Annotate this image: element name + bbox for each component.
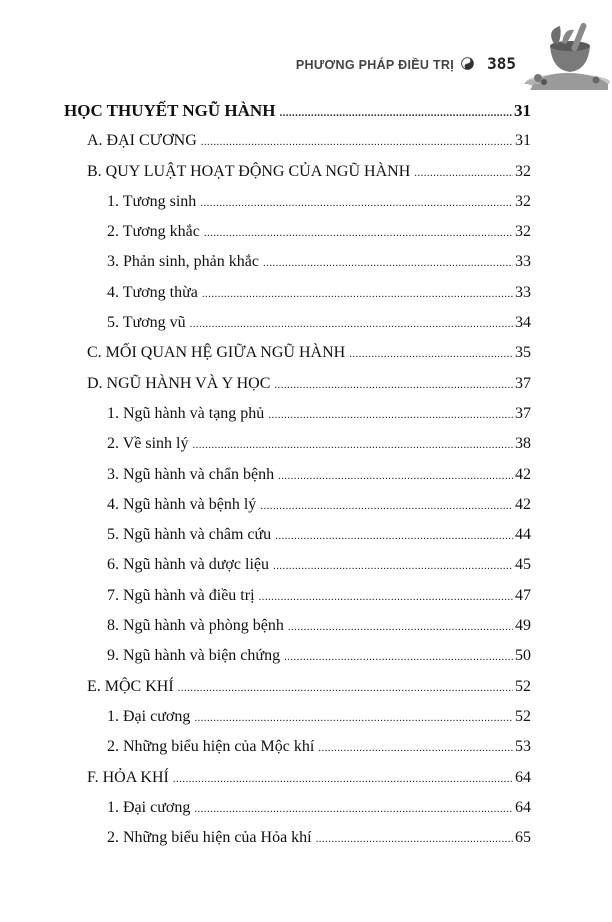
toc-entry-title: 1. Đại cương: [107, 798, 191, 816]
toc-entry: [64, 369, 531, 399]
toc-entry-page: 64: [515, 798, 531, 816]
toc-entry-page: 33: [515, 283, 531, 301]
toc-entry-title: C. MỐI QUAN HỆ GIỮA NGŨ HÀNH: [87, 344, 346, 362]
toc-entry-page: 47: [515, 586, 531, 604]
toc-entry: [64, 187, 531, 217]
dot-leader: [414, 158, 513, 188]
toc-entry: [64, 732, 531, 762]
toc-entry-title: E. MỘC KHÍ: [87, 677, 174, 695]
dot-leader: [192, 430, 513, 460]
dot-leader: [202, 279, 513, 309]
toc-entry: [64, 672, 531, 702]
toc-entry-page: 37: [515, 404, 531, 422]
toc-entry: [64, 308, 531, 338]
toc-entry-title: F. HỎA KHÍ: [87, 768, 169, 786]
page-number: 385: [487, 54, 516, 73]
toc-entry: [64, 247, 531, 277]
dot-leader: [316, 824, 513, 854]
toc-entry: [64, 520, 531, 550]
toc-entry-title: 3. Ngũ hành và chẩn bệnh: [107, 465, 275, 483]
dot-leader: [273, 551, 513, 581]
toc-entry: [64, 823, 531, 853]
dot-leader: [194, 703, 513, 733]
dot-leader: [318, 733, 513, 763]
toc-entry: [64, 702, 531, 732]
toc-entry-title: 4. Tương thừa: [107, 283, 198, 301]
dot-leader: [200, 188, 513, 218]
toc-entry-title: HỌC THUYẾT NGŨ HÀNH: [64, 101, 276, 120]
toc-entry-page: 50: [515, 647, 531, 665]
dot-leader: [268, 400, 513, 430]
toc-entry-page: 65: [515, 829, 531, 847]
dot-leader: [259, 582, 513, 612]
toc-entry: [64, 793, 531, 823]
toc-entry-title: 2. Những biểu hiện của Hỏa khí: [107, 829, 312, 847]
toc-entry-title: 2. Tương khắc: [107, 223, 200, 241]
toc-entry: [64, 278, 531, 308]
toc-entry: [64, 490, 531, 520]
dot-leader: [178, 673, 513, 703]
toc-entry-title: B. QUY LUẬT HOẠT ĐỘNG CỦA NGŨ HÀNH: [87, 162, 411, 180]
dot-leader: [274, 370, 513, 400]
toc-entry: [64, 460, 531, 490]
toc-entry: [64, 126, 531, 156]
toc-entry-title: 1. Tương sinh: [107, 192, 197, 210]
mortar-and-pestle-herbs-illustration: [516, 22, 612, 92]
dot-leader: [194, 794, 513, 824]
toc-entry: [64, 96, 531, 126]
toc-entry-page: 42: [515, 495, 531, 513]
toc-entry-page: 32: [515, 162, 531, 180]
running-title: PHƯƠNG PHÁP ĐIỀU TRỊ: [295, 58, 454, 72]
toc-entry: [64, 763, 531, 793]
toc-entry: [64, 399, 531, 429]
toc-entry-page: 64: [515, 768, 531, 786]
dot-leader: [278, 461, 513, 491]
toc-entry: [64, 581, 531, 611]
toc-entry-page: 45: [515, 556, 531, 574]
toc-entry-page: 31: [514, 101, 531, 120]
toc-entry-title: 6. Ngũ hành và dược liệu: [107, 556, 269, 574]
toc-entry: [64, 157, 531, 187]
toc-entry-title: 7. Ngũ hành và điều trị: [107, 586, 255, 604]
toc-entry-page: 31: [515, 132, 531, 150]
toc-entry-title: 3. Phản sinh, phản khắc: [107, 253, 259, 271]
toc-entry-page: 32: [515, 192, 531, 210]
toc-entry-title: 8. Ngũ hành và phòng bệnh: [107, 617, 284, 635]
dot-leader: [275, 521, 513, 551]
toc-entry-page: 35: [515, 344, 531, 362]
dot-leader: [279, 98, 512, 128]
toc-entry: [64, 217, 531, 247]
dot-leader: [263, 248, 513, 278]
toc-entry: [64, 338, 531, 368]
toc-entry-title: 1. Đại cương: [107, 707, 191, 725]
toc-entry-title: A. ĐẠI CƯƠNG: [87, 132, 197, 150]
dot-leader: [288, 612, 513, 642]
toc-entry-title: 5. Ngũ hành và châm cứu: [107, 526, 272, 544]
toc-entry-page: 52: [515, 707, 531, 725]
dot-leader: [349, 339, 513, 369]
dot-leader: [173, 764, 513, 794]
toc-entry-page: 37: [515, 374, 531, 392]
toc-entry-title: 4. Ngũ hành và bệnh lý: [107, 495, 257, 513]
toc-entry-title: 1. Ngũ hành và tạng phủ: [107, 404, 265, 422]
dot-leader: [204, 218, 513, 248]
toc-entry: [64, 611, 531, 641]
dot-leader: [284, 642, 513, 672]
toc-entry-page: 42: [515, 465, 531, 483]
toc-entry-page: 38: [515, 435, 531, 453]
toc-entry: [64, 550, 531, 580]
table-of-contents: [64, 96, 531, 853]
toc-entry-page: 44: [515, 526, 531, 544]
dot-leader: [201, 127, 513, 157]
yin-yang-icon: [461, 57, 474, 70]
dot-leader: [260, 491, 513, 521]
toc-entry-title: 2. Về sinh lý: [107, 435, 189, 453]
toc-entry-page: 32: [515, 223, 531, 241]
toc-entry-page: 53: [515, 738, 531, 756]
toc-entry-page: 33: [515, 253, 531, 271]
toc-entry-title: 5. Tương vũ: [107, 314, 186, 332]
toc-entry-page: 34: [515, 314, 531, 332]
page-header: [0, 46, 612, 86]
dot-leader: [190, 309, 513, 339]
toc-entry-title: 2. Những biểu hiện của Mộc khí: [107, 738, 315, 756]
toc-entry-page: 52: [515, 677, 531, 695]
toc-entry-page: 49: [515, 617, 531, 635]
toc-entry-title: D. NGŨ HÀNH VÀ Y HỌC: [87, 374, 271, 392]
toc-entry: [64, 641, 531, 671]
toc-entry-title: 9. Ngũ hành và biện chứng: [107, 647, 281, 665]
toc-entry: [64, 429, 531, 459]
